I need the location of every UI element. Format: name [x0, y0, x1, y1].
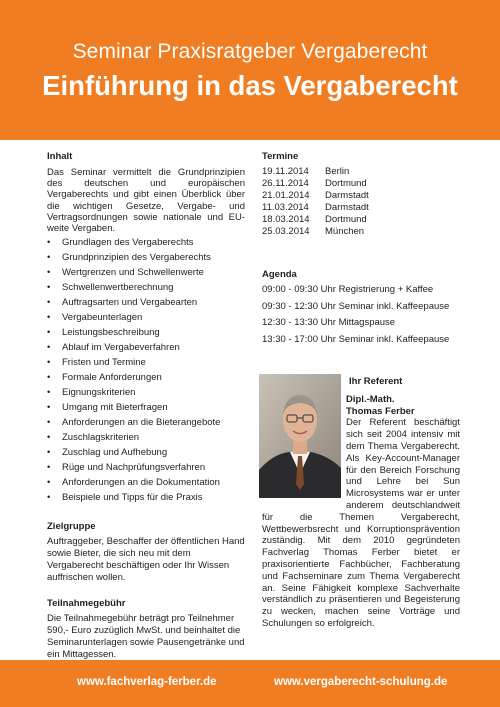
- agenda-item: 12:30 - 13:30 Uhr Mittagspause: [262, 317, 396, 328]
- list-item: • Zuschlagskriterien: [47, 430, 245, 445]
- header-banner: [0, 0, 500, 140]
- city-cell: Dortmund: [325, 214, 367, 225]
- seminar-title: Einführung in das Vergaberecht: [42, 70, 458, 101]
- city-cell: Darmstadt: [325, 202, 369, 213]
- table-row: [262, 214, 462, 226]
- agenda-item: 09:00 - 09:30 Uhr Registrierung + Kaffee: [262, 284, 434, 295]
- referent-name: Thomas Ferber: [346, 405, 415, 417]
- city-cell: Berlin: [325, 166, 350, 177]
- city-cell: Darmstadt: [325, 190, 369, 201]
- list-item: • Eignungskriterien: [47, 385, 245, 400]
- table-row: [262, 166, 462, 178]
- topic-list: [47, 235, 245, 505]
- list-item: • Schwellenwertberechnung: [47, 280, 245, 295]
- table-row: [262, 190, 462, 202]
- referent-heading: Ihr Referent: [349, 376, 403, 387]
- zielgruppe-text: Auftraggeber, Beschaffer der öffentlichen Hand sowie Bieter, die sich neu mit dem Vergaberecht beschäftigen oder Ihr Wissen auffrischen wollen.: [47, 536, 245, 584]
- date-cell: 11.03.2014: [262, 202, 309, 213]
- agenda-item: 13:30 - 17:00 Uhr Seminar inkl. Kaffeepause: [262, 333, 450, 345]
- table-row: [262, 202, 462, 214]
- list-item: • Leistungsbeschreibung: [47, 325, 245, 340]
- date-cell: 26.11.2014: [262, 178, 309, 189]
- list-item: • Vergabeunterlagen: [47, 310, 245, 325]
- list-item: • Wertgrenzen und Schwellenwerte: [47, 265, 245, 280]
- list-item: • Fristen und Termine: [47, 355, 245, 370]
- list-item: • Formale Anforderungen: [47, 370, 245, 385]
- list-item: • Zuschlag und Aufhebung: [47, 445, 245, 460]
- list-item: • Grundlagen des Vergaberechts: [47, 235, 245, 250]
- termine-section: [262, 151, 462, 238]
- agenda-heading: Agenda: [262, 269, 297, 280]
- date-cell: 18.03.2014: [262, 214, 310, 225]
- inhalt-intro: Das Seminar vermittelt die Grundprinzipien des deutschen und europäischen Vergaberechts und gibt einen Überblick über die wichtigen Gesetze, Vergabe- und Vertragsordnungen sowie nationale und EU-weite Vergaben.: [47, 167, 245, 235]
- seminar-subtitle: Seminar Praxisratgeber Vergaberecht: [72, 40, 428, 63]
- list-item: • Anforderungen an die Bieterangebote: [47, 415, 245, 430]
- date-cell: 19.11.2014: [262, 166, 309, 177]
- agenda-section: [262, 269, 472, 348]
- footer-banner: [0, 660, 500, 707]
- list-item: • Ablauf im Vergabeverfahren: [47, 340, 245, 355]
- table-row: [262, 226, 462, 238]
- list-item: • Auftragsarten und Vergabearten: [47, 295, 245, 310]
- zielgruppe-heading: Zielgruppe: [47, 521, 96, 533]
- termine-heading: Termine: [262, 151, 299, 162]
- agenda-item: 09:30 - 12:30 Uhr Seminar inkl. Kaffeepause: [262, 300, 450, 312]
- date-cell: 25.03.2014: [262, 226, 310, 237]
- city-cell: Dortmund: [325, 178, 367, 189]
- gebuehr-heading: Teilnahmegebühr: [47, 598, 126, 610]
- gebuehr-text: Die Teilnahmegebühr beträgt pro Teilnehmer 590,- Euro zuzüglich MwSt. und beinhaltet die Seminarunterlagen sowie Pausengetränke und ein Mittagessen.: [47, 613, 245, 661]
- inhalt-heading: Inhalt: [47, 151, 73, 162]
- list-item: • Anforderungen an die Dokumentation: [47, 475, 245, 490]
- list-item: • Grundprinzipien des Vergaberechts: [47, 250, 245, 265]
- referent-bio: Der Referent beschäftigt sich seit 2004 intensiv mit dem Thema Vergaberecht. Als Key-Account-Manager für den Bereich Forschung und Lehre bei Sun Microsystems war er unter anderem deutschlandweit für die Themen Vergaberecht, Wettbewerbsrecht und Korruptionsprävention zuständig. Mit dem 2010 gegründeten Fachverlag Thomas Ferber bietet er praxisorientierte Fachbücher, Fachberatung und Fachseminare zum Thema Vergaberecht an. Seine Fähigkeit komplexe Sachverhalte verständlich zu präsentieren und Begeisterung zu wecken, machen seine Vorträge und Schulungen so erfolgreich.: [262, 417, 460, 629]
- left-column: [47, 151, 245, 661]
- city-cell: München: [325, 226, 365, 237]
- list-item: • Umgang mit Bieterfragen: [47, 400, 245, 415]
- table-row: [262, 178, 462, 190]
- date-cell: 21.01.2014: [262, 190, 310, 201]
- list-item: • Rüge und Nachprüfungsverfahren: [47, 460, 245, 475]
- referent-section: [262, 376, 460, 630]
- link-vergaberecht-schulung[interactable]: www.vergaberecht-schulung.de: [274, 676, 448, 688]
- link-fachverlag[interactable]: www.fachverlag-ferber.de: [77, 676, 217, 688]
- referent-title: Dipl.-Math.: [346, 393, 395, 405]
- list-item: • Beispiele und Tipps für die Praxis: [47, 490, 245, 505]
- termine-table: [262, 166, 462, 238]
